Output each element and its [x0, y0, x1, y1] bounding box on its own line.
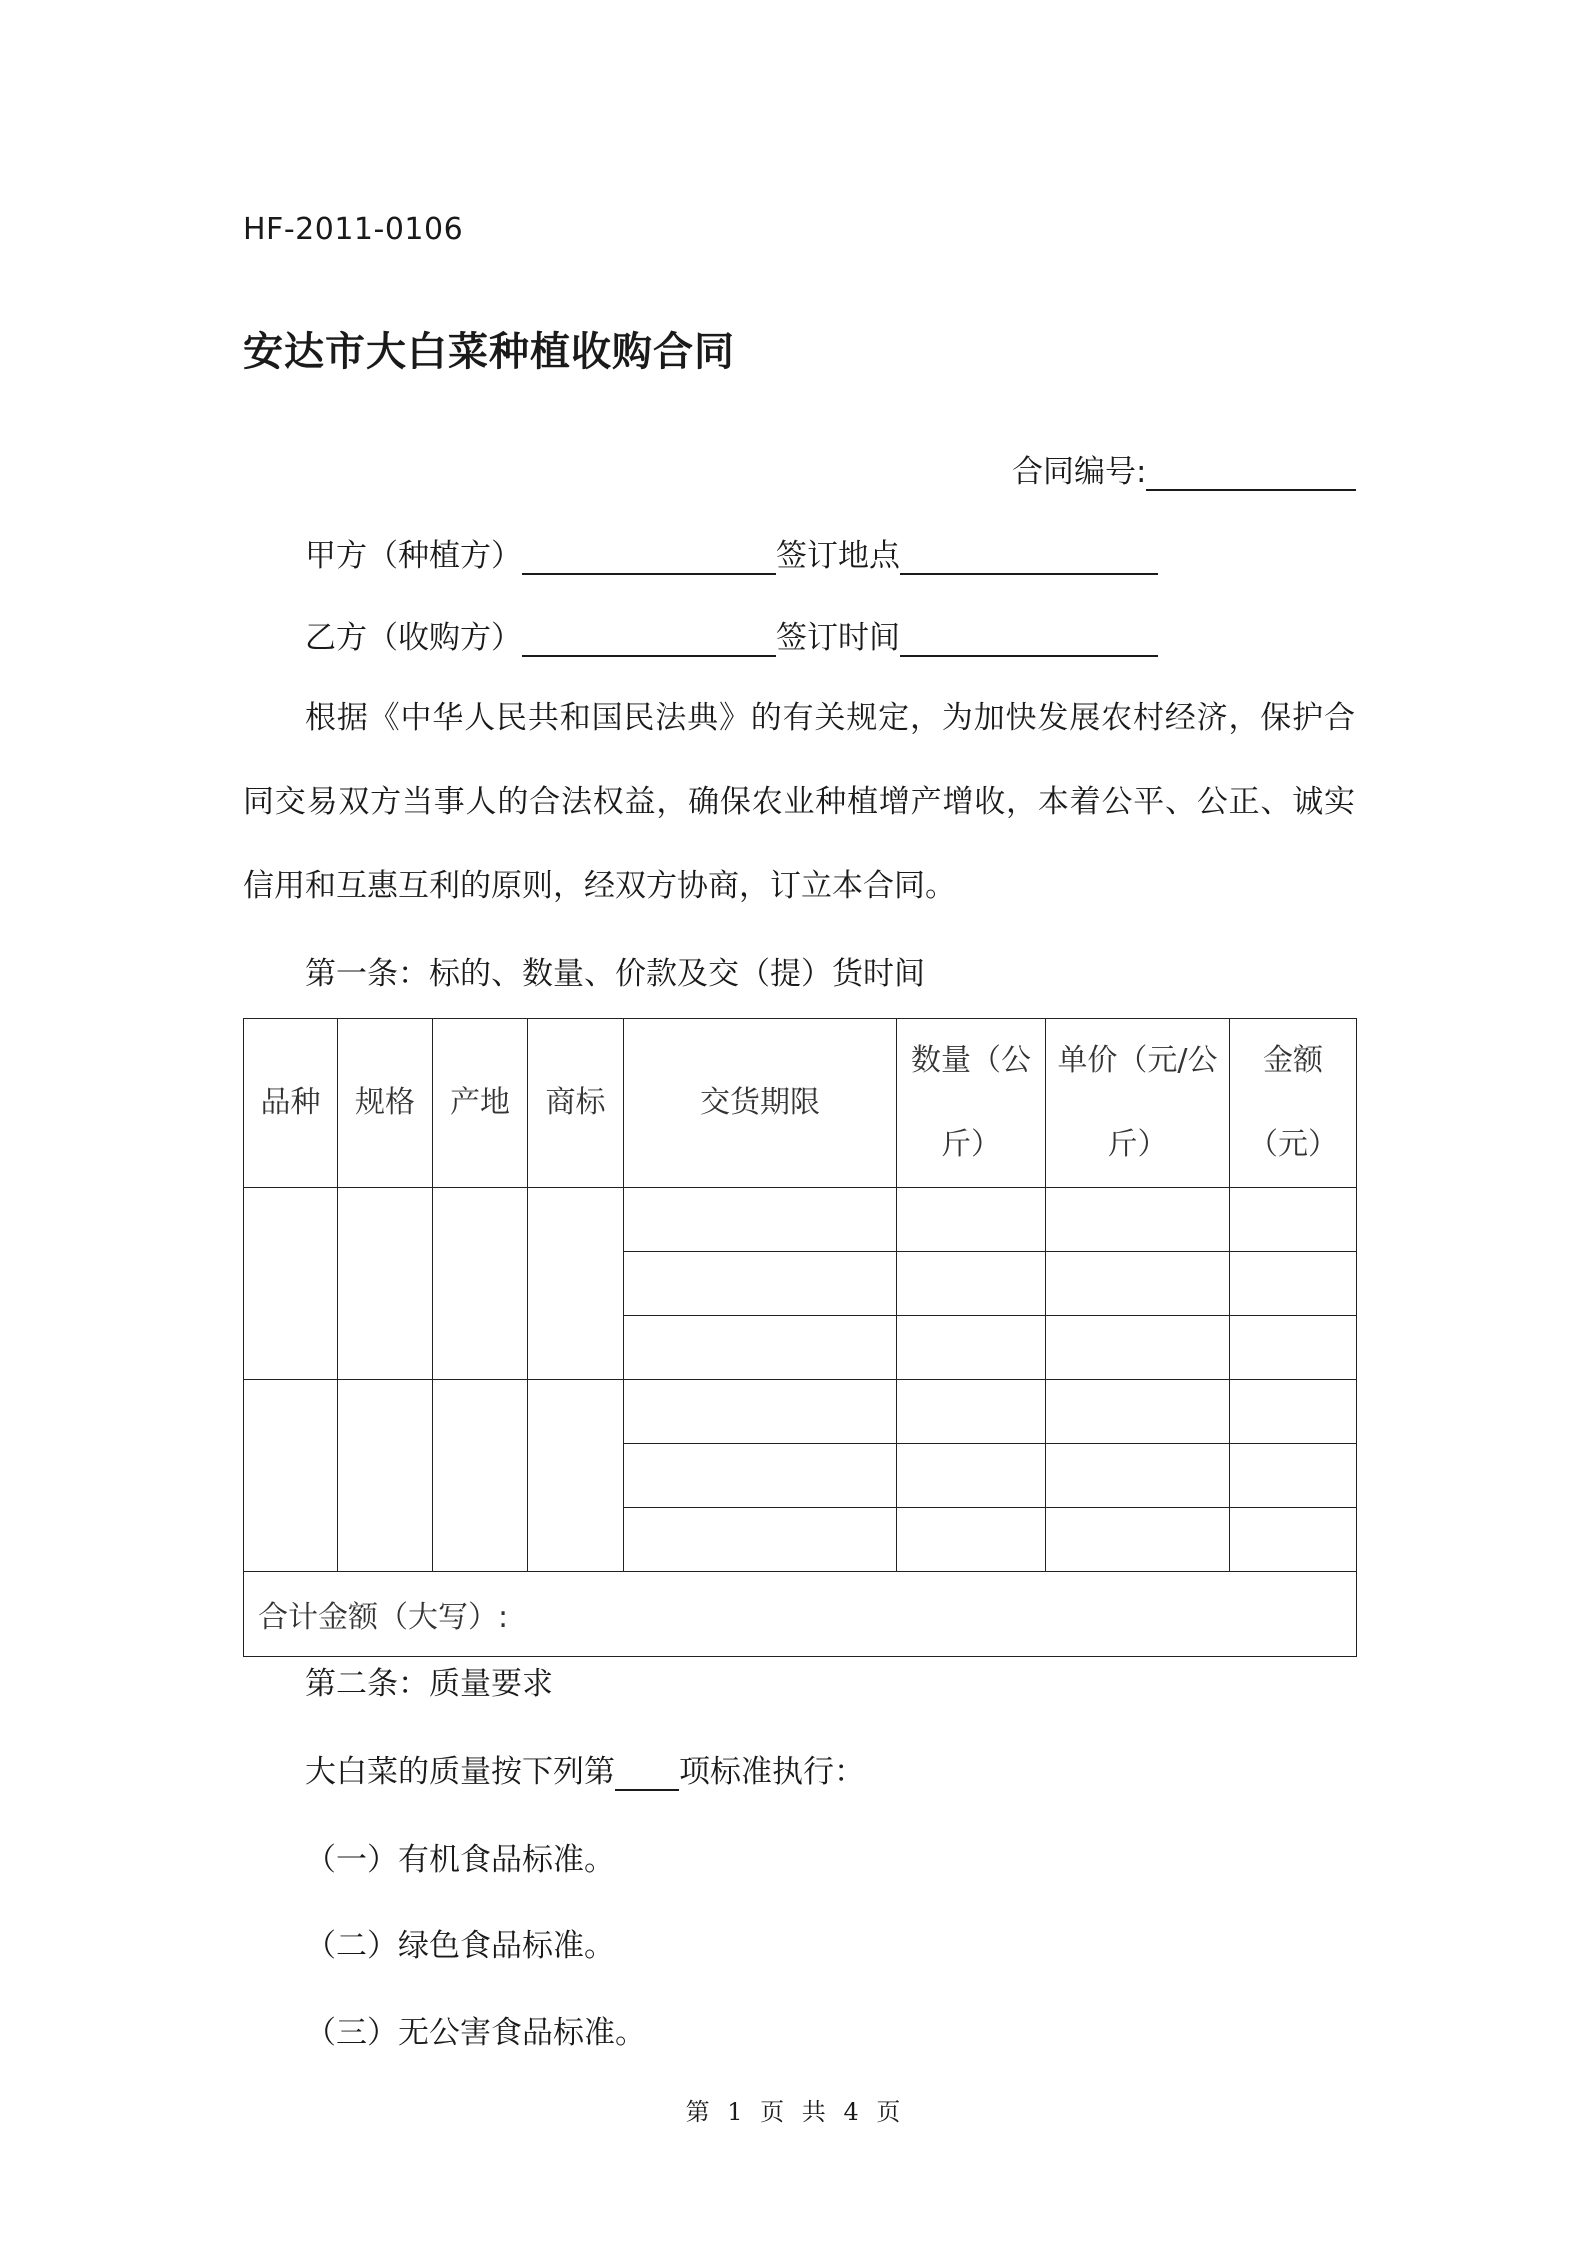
table-cell[interactable] [1230, 1316, 1357, 1380]
table-cell[interactable] [1230, 1380, 1357, 1444]
quality-standard-suffix: 项标准执行： [679, 1754, 865, 1790]
table-cell[interactable] [1046, 1252, 1230, 1316]
table-cell[interactable] [624, 1316, 897, 1380]
table-cell[interactable] [1230, 1444, 1357, 1508]
table-cell[interactable] [1046, 1444, 1230, 1508]
table-total-row [244, 1572, 1357, 1657]
goods-table [243, 1018, 1357, 1657]
header-origin: 产地 [433, 1019, 528, 1188]
table-cell[interactable] [624, 1508, 897, 1572]
table-cell[interactable] [528, 1188, 624, 1380]
header-delivery-period: 交货期限 [624, 1019, 897, 1188]
header-unit-price: 单价（元/公斤） [1046, 1019, 1230, 1188]
header-spec: 规格 [338, 1019, 433, 1188]
table-cell[interactable] [528, 1380, 624, 1572]
party-a-blank[interactable] [522, 539, 776, 575]
page-footer: 第 1 页 共 4 页 [685, 2098, 901, 2126]
table-cell[interactable] [1230, 1252, 1357, 1316]
table-cell[interactable] [1230, 1508, 1357, 1572]
table-cell[interactable] [624, 1380, 897, 1444]
party-a-label: 甲方（种植方） [305, 538, 522, 574]
table-row [244, 1380, 1357, 1444]
total-amount-cell[interactable]: 合计金额（大写）: [244, 1572, 1357, 1657]
preamble-paragraph: 根据《中华人民共和国民法典》的有关规定，为加快发展农村经济，保护合同交易双方当事人的合法权益，确保农业种植增产增收，本着公平、公正、诚实信用和互惠互利的原则，经双方协商，订立本合同。 [243, 700, 1355, 904]
document-title: 安达市大白菜种植收购合同 [243, 329, 735, 375]
table-cell[interactable] [433, 1380, 528, 1572]
table-cell[interactable] [338, 1380, 433, 1572]
party-b-blank[interactable] [522, 621, 776, 657]
table-cell[interactable] [338, 1188, 433, 1380]
quality-option-1: （一）有机食品标准。 [305, 1842, 615, 1878]
table-cell[interactable] [624, 1252, 897, 1316]
party-b-label: 乙方（收购方） [305, 620, 522, 656]
quality-standard-prefix: 大白菜的质量按下列第 [305, 1754, 615, 1790]
article-2-heading: 第二条：质量要求 [305, 1666, 553, 1702]
quality-option-2: （二）绿色食品标准。 [305, 1928, 615, 1964]
table-cell[interactable] [1046, 1380, 1230, 1444]
table-cell[interactable] [1046, 1508, 1230, 1572]
table-cell[interactable] [897, 1188, 1046, 1252]
table-row [244, 1188, 1357, 1252]
sign-place-label: 签订地点 [776, 538, 900, 574]
table-cell[interactable] [624, 1188, 897, 1252]
quality-option-3: （三）无公害食品标准。 [305, 2015, 646, 2051]
table-cell[interactable] [433, 1188, 528, 1380]
table-cell[interactable] [1046, 1316, 1230, 1380]
header-quantity: 数量（公斤） [897, 1019, 1046, 1188]
header-trademark: 商标 [528, 1019, 624, 1188]
table-cell[interactable] [1046, 1188, 1230, 1252]
table-cell[interactable] [897, 1444, 1046, 1508]
table-header-row [244, 1019, 1357, 1188]
contract-number-blank[interactable] [1146, 455, 1356, 491]
contract-number-row [1012, 446, 1356, 491]
table-cell[interactable] [624, 1444, 897, 1508]
sign-place-blank[interactable] [900, 539, 1158, 575]
party-b-row [305, 612, 1158, 657]
sign-time-blank[interactable] [900, 621, 1158, 657]
table-cell[interactable] [244, 1188, 338, 1380]
quality-standard-blank[interactable] [615, 1755, 679, 1791]
header-variety: 品种 [244, 1019, 338, 1188]
quality-standard-line [305, 1746, 865, 1791]
table-cell[interactable] [897, 1316, 1046, 1380]
table-cell[interactable] [1230, 1188, 1357, 1252]
contract-number-label: 合同编号: [1012, 454, 1147, 490]
sign-time-label: 签订时间 [776, 620, 900, 656]
document-code: HF-2011-0106 [243, 212, 464, 247]
table-cell[interactable] [897, 1252, 1046, 1316]
article-1-heading: 第一条：标的、数量、价款及交（提）货时间 [305, 956, 925, 992]
table-cell[interactable] [897, 1380, 1046, 1444]
table-cell[interactable] [897, 1508, 1046, 1572]
party-a-row [305, 530, 1158, 575]
header-amount: 金额（元） [1230, 1019, 1357, 1188]
table-cell[interactable] [244, 1380, 338, 1572]
